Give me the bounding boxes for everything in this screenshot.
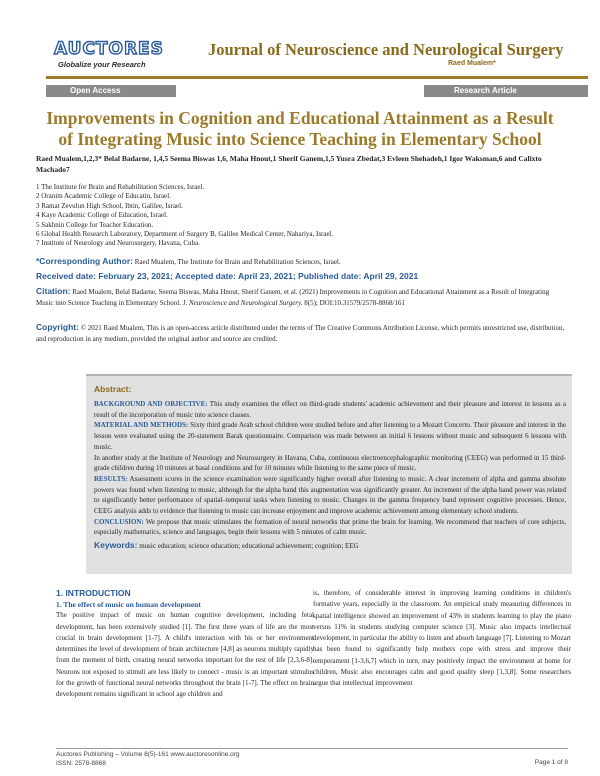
body-paragraph: The positive impact of music on human cognitive development, including fetal development, has been extensively studied [1]. The first three years of life are the most crucial in brain development [1-7]. A child's interaction with his or her environment determines the level of development of brain architecture [4,8] as neurons multiply rapidly from the moment of birth, creating neural networks important for the rest of life [2,3,6-8]. Neurons not exposed to stimuli are less likely to connect - music is an important stimulus for the growth of functional neural networks throughout the brain [1-7]. The effect on brain development remains significant in school age children and (56, 611, 314, 699)
author-list: Raed Mualem,1,2,3* Belal Badarne, 1,4,5 Seema Biswas 1,6, Maha Hnout,1 Sherif Ganem,1,5 Yusra Zbedat,3 Evleen Shehadeh,1 Igor Waksman,6 and Calixto Machado7 (36, 154, 542, 174)
citation-block (36, 286, 568, 309)
citation-text: Raed Mualem, Belal Badarne, Seema Biswas, Maha Hnout, Sherif Ganem, et al. (2021) Improvements in Cognition and Educational Attainment as a Result of Integrating Music into Science Teaching in Elementary School. J. (36, 288, 550, 307)
article-type-badge: Research Article (424, 85, 588, 97)
affiliation-item: 4 Kaye Academic College of Education, Israel. (36, 211, 168, 220)
background-text: This study examines the effect on third-grade students' academic achievement and their pleasure and interest in lessons as a result of the incorporation of music into science classes. (94, 400, 566, 419)
background-label: BACKGROUND AND OBJECTIVE: (94, 400, 208, 408)
conclusion-label: CONCLUSION: (94, 517, 144, 526)
body-paragraph: is, therefore, of considerable interest in improving learning conditions in children's formative years, especially in the classroom. An empirical study measuring differences in spatial intelligence showed an improvement of 43% in students learning to play the piano versus 11% in students studying computer science [3]. Music also impacts intellectual development, in particular the ability to listen and absorb language [7]. Listening to Mozart has been found to significantly help mothers cope with stress and improve their temperament [1-3,6,7] which in turn, may positively impact the environment at home for children, Music also encourages calm and good quality sleep [1,3,8]. Some researchers argue that intellectual improvement (313, 589, 571, 688)
citation-journal: Neuroscience and Neurological Surgery. (188, 299, 303, 307)
footer-issn: ISSN: 2578-8868 (56, 760, 106, 767)
keywords-text: music education; science education; educational achievement; cognition; EEG (137, 542, 359, 551)
publication-dates: Received date: February 23, 2021; Accepted date: April 23, 2021; Published date: April 29, 2021 (36, 271, 419, 281)
corresponding-label: *Corresponding Author: (36, 256, 133, 266)
logo-tagline: Globalize your Research (58, 60, 146, 69)
footer-info (56, 750, 240, 768)
results-label: RESULTS: (94, 474, 128, 483)
abstract-results (94, 474, 566, 517)
results-text: Assessment scores in the science examination were significantly higher overall after listening to music. A clear increment of alpha and gamma absolute powers was found when listening to music, although for the alpha band this augmentation was significantly greater. An increment of the alpha band power was related to significantly better performance of spatial–temporal tasks when listening to music. Changes in the gamma frequency band represent cognitive processes. Hence, CEEG analysis adds to evidence that listening to music can increase enjoyment and improve academic achievement among elementary school students. (94, 474, 566, 516)
article-title: Improvements in Cognition and Educational Attainment as a Result of Integrating Music into Science Teaching in Elementary School (46, 108, 554, 149)
corresponding-text: Raed Mualem, The Institute for Brain and Rehabilitation Sciences, Israel. (132, 258, 341, 266)
citation-label: Citation: (36, 286, 71, 296)
abstract-methods-2: In another study at the Institute of Neurology and Neurosurgery in Havana, Cuba, continuous electroencephalographic monitoring (CEEG) was performed in 15 third-grade children during 10 minutes at basal conditions and for 10 minutes while listening to the same piece of music. (94, 453, 566, 473)
affiliation-item: 7 Institute of Neurology and Neurosurgery, Havana, Cuba. (36, 239, 200, 248)
affiliation-item: 1 The Institute for Brain and Rehabilitation Sciences, Israel. (36, 183, 205, 191)
abstract-box (86, 374, 572, 574)
abstract-conclusion (94, 517, 566, 538)
keywords-label: Keywords: (94, 540, 138, 551)
affiliation-item: 5 Sakhnin College for Teacher Education. (36, 220, 154, 229)
conclusion-text: We propose that music stimulates the formation of neural networks that prime the brain for learning. We recommend that teachers of core subjects, especially mathematics, science and languages, begin their lessons with 5 minutes of calm music. (94, 517, 566, 537)
citation-doi[interactable]: 8(5); DOI:10.31579/2578-8868/161 (302, 299, 405, 307)
abstract-methods (94, 420, 566, 452)
abstract-heading: Abstract: (94, 384, 132, 394)
keywords (94, 540, 566, 550)
affiliation-item: 3 Ramat Zevulun High School, Ibtin, Galilee, Israel. (36, 201, 183, 210)
logo-wordmark: AUCTORES (54, 39, 164, 59)
methods-text: Sixty third grade Arab school children were studied before and after listening to a Mozart Concerto. Their pleasure and interest in the lesson were evaluated using the 20-statement Barak questionnaire. Comparison was made between an initial 6 lessons without music and subsequent 6 lessons with music. (94, 421, 566, 451)
page-number: Page 1 of 8 (534, 759, 568, 766)
affiliation-item: 2 Oranim Academic College of Educatin, Israel. (36, 192, 171, 201)
abstract-background (94, 399, 566, 420)
publisher-logo (54, 39, 164, 69)
corresponding-author (36, 256, 341, 266)
header-divider (46, 76, 588, 79)
running-author: Raed Mualem* (448, 60, 496, 67)
methods-label: MATERIAL AND METHODS: (94, 421, 189, 430)
subsection-heading: 1. The effect of music on human development (56, 600, 201, 609)
affiliation-item: 6 Global Health Research Laboratory, Department of Surgery B, Galilee Medical Center, Nahariya, Israel. (36, 230, 334, 239)
copyright-label: Copyright: (36, 322, 79, 332)
section-heading: 1. INTRODUCTION (56, 588, 131, 598)
journal-title: Journal of Neuroscience and Neurological Surgery (208, 40, 564, 59)
body-column-right (313, 588, 571, 690)
body-column-left (56, 588, 314, 701)
footer-divider (56, 748, 568, 749)
footer-publisher: Auctores Publishing – Volume 8(5)-161 www.auctoresonline.org (56, 751, 240, 758)
copyright-text: © 2021 Raed Mualem, This is an open-access article distributed under the terms of The Creative Commons Attribution License, which permits unrestricted use, distribution, and reproduction in any medium, provided the original author and source are credited. (36, 324, 565, 343)
affiliation-list (36, 183, 572, 249)
copyright-block (36, 322, 568, 345)
open-access-badge: Open Access (46, 85, 176, 97)
